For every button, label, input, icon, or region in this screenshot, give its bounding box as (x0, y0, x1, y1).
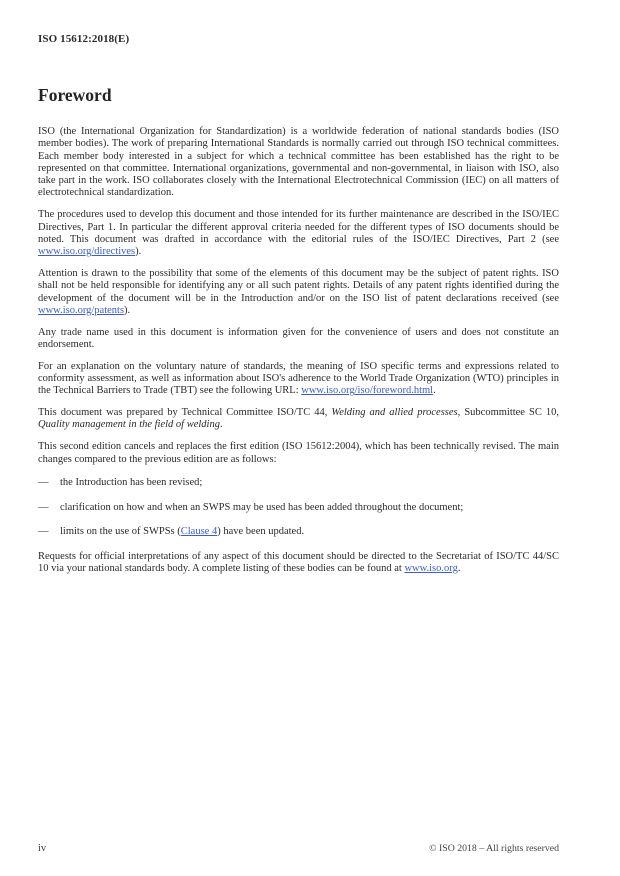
paragraph-text: This document was prepared by Technical Committee ISO/TC 44, (38, 407, 332, 419)
subcommittee-name-italic: Quality management in the field of welding (38, 419, 220, 431)
paragraph-text: Attention is drawn to the possibility that some of the elements of this document may be the subject of patent rights. ISO shall not be held responsible for identifying any or all such patent rights. Details of any patent rights identified during the development of the document will be in the Introduction and/or on the ISO list of patent declarations received (see (38, 267, 559, 304)
link-iso-org[interactable]: www.iso.org (404, 563, 458, 575)
paragraph-technical-committee (38, 407, 559, 432)
committee-name-italic: Welding and allied processes (331, 407, 458, 419)
paragraph-wto-tbt (38, 361, 559, 398)
paragraph-text: , Subcommittee SC 10, (457, 407, 559, 419)
paragraph-text: . (457, 563, 461, 575)
copyright-notice: © ISO 2018 – All rights reserved (429, 843, 559, 854)
list-item-text: clarification on how and when an SWPS may be used has been added throughout the document; (60, 501, 464, 513)
paragraph-text: The procedures used to develop this document and those intended for its further maintenance are described in the ISO/IEC Directives, Part 1. In particular the different approval criteria needed for the different types of ISO documents should be noted. This document was drafted in accordance with the editorial rules of the ISO/IEC Directives, Part 2 (see (38, 209, 559, 245)
paragraph-text: . (219, 419, 223, 431)
link-iso-patents[interactable]: www.iso.org/patents (38, 304, 125, 316)
changes-list (38, 477, 559, 538)
page-content (38, 33, 559, 585)
paragraph-text: ). (124, 304, 131, 316)
link-clause-4[interactable]: Clause 4 (180, 526, 218, 538)
paragraph-text: ). (135, 246, 142, 258)
paragraph-patent-rights (38, 268, 559, 317)
paragraph-iso-federation: ISO (the International Organization for Standardization) is a worldwide federation of national standards bodies (ISO member bodies). The work of preparing International Standards is normally carried out through ISO technical committees. Each member body interested in a subject for which a technical committee has been established has the right to be represented on that committee. International organizations, governmental and non-governmental, in liaison with ISO, also take part in the work. ISO collaborates closely with the International Electrotechnical Commission (IEC) on all matters of electrotechnical standardization. (38, 126, 559, 199)
list-item-introduction-revised (38, 477, 559, 489)
document-identifier: ISO 15612:2018(E) (38, 33, 130, 45)
list-item-text: ) have been updated. (217, 526, 305, 538)
link-iso-foreword-html[interactable]: www.iso.org/iso/foreword.html (301, 385, 434, 397)
paragraph-text: Requests for official interpretations of any aspect of this document should be directed to the Secretariat of ISO/TC 44/SC 10 via your national standards body. A complete listing of these bodies can be found at (38, 550, 559, 575)
page-footer (38, 843, 559, 854)
dash-bullet: — (38, 526, 49, 538)
page-number: iv (38, 843, 47, 854)
list-item-swps-limits (38, 526, 559, 538)
paragraph-text: For an explanation on the voluntary nature of standards, the meaning of ISO specific terms and expressions related to conformity assessment, as well as information about ISO's adherence to the World Trade Organization (WTO) principles in the Technical Barriers to Trade (TBT) see the following URL: (38, 360, 559, 397)
dash-bullet: — (38, 501, 49, 513)
list-item-text: the Introduction has been revised; (60, 477, 203, 489)
dash-bullet: — (38, 477, 49, 489)
link-iso-directives[interactable]: www.iso.org/directives (38, 246, 136, 258)
paragraph-interpretations (38, 551, 559, 576)
paragraph-second-edition: This second edition cancels and replaces the first edition (ISO 15612:2004), which has been technically revised. The main changes compared to the previous edition are as follows: (38, 441, 559, 465)
list-item-swps-clarification (38, 502, 559, 514)
paragraph-trade-name: Any trade name used in this document is information given for the convenience of users and does not constitute an endorsement. (38, 326, 559, 350)
paragraph-procedures (38, 209, 559, 258)
paragraph-text: . (433, 385, 436, 397)
section-title-foreword: Foreword (38, 85, 112, 105)
list-item-text: limits on the use of SWPSs ( (60, 526, 181, 538)
